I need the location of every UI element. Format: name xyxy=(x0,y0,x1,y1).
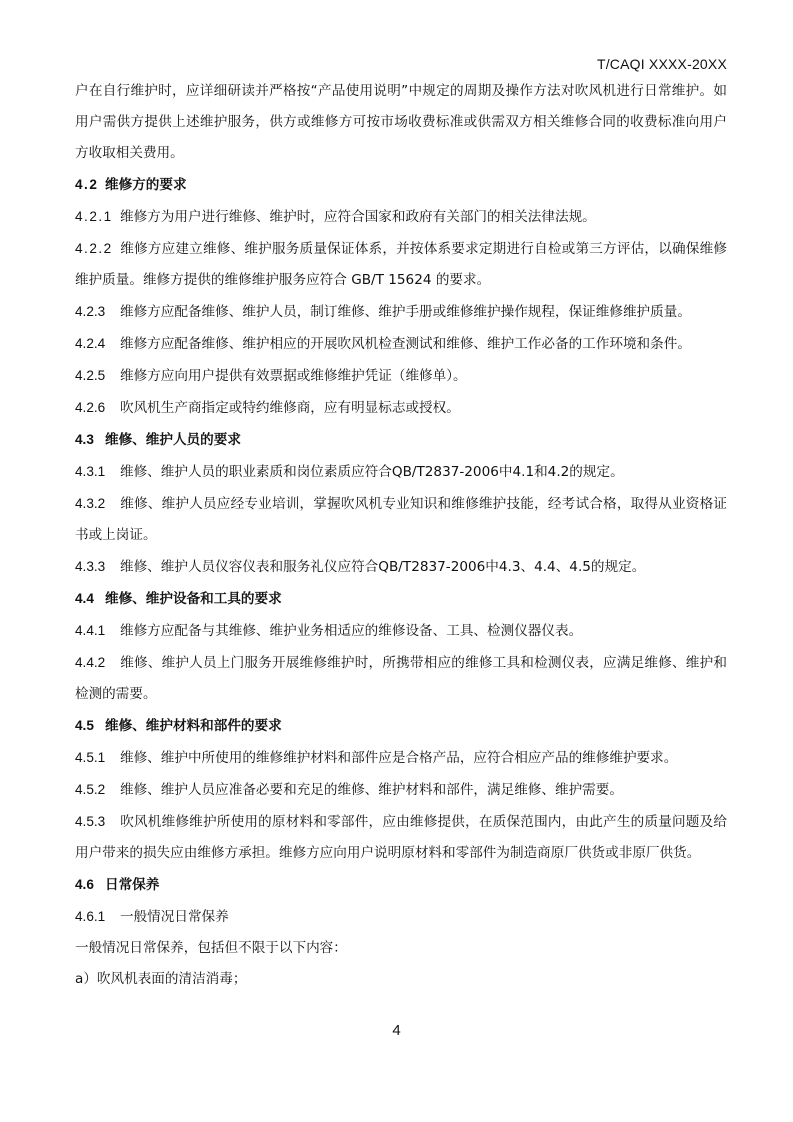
section-title: 维修、维护设备和工具的要求 xyxy=(105,591,282,607)
clause-4-5-2 xyxy=(75,774,727,806)
general-maintenance-intro: 一般情况日常保养，包括但不限于以下内容： xyxy=(75,940,347,956)
clause-4-2-4 xyxy=(75,328,727,360)
clause-text: 维修方应配备维修、维护人员，制订维修、维护手册或维修维护操作规程，保证维修维护质量。 xyxy=(120,304,691,320)
clause-number: 4.5.3 xyxy=(75,814,106,829)
clause-number: 4.2.5 xyxy=(75,368,106,383)
clause-4-2-1 xyxy=(75,201,727,233)
document-body xyxy=(75,76,727,995)
clause-4-2-5 xyxy=(75,360,727,392)
clause-text: 维修方应配备维修、维护相应的开展吹风机检查测试和维修、维护工作必备的工作环境和条件。 xyxy=(120,336,691,352)
clause-4-3-3 xyxy=(75,551,727,583)
list-item-a: a）吹风机表面的清洁消毒； xyxy=(75,971,247,987)
clause-number: 4.4.2 xyxy=(75,655,106,670)
clause-title: 一般情况日常保养 xyxy=(120,909,229,925)
clause-number: 4.2.3 xyxy=(75,304,106,319)
clause-text: 维修方应向用户提供有效票据或维修维护凭证（维修单）。 xyxy=(120,368,467,384)
clause-number: 4.2.6 xyxy=(75,400,106,415)
section-heading-4-4 xyxy=(75,583,727,615)
clause-number: 4.2.2 xyxy=(75,241,113,256)
clause-text: 维修、维护人员应经专业培训，掌握吹风机专业知识和维修维护技能，经考试合格，取得从业资格证书或上岗证。 xyxy=(75,496,727,543)
clause-4-5-1 xyxy=(75,742,727,774)
clause-4-3-2 xyxy=(75,488,727,551)
clause-number: 4.4.1 xyxy=(75,623,106,638)
clause-text: 吹风机维修维护所使用的原材料和零部件，应由维修提供，在质保范围内，由此产生的质量问题及给用户带来的损失应由维修方承担。维修方应向用户说明原材料和零部件为制造商原厂供货或非原厂供货。 xyxy=(75,814,727,861)
section-number: 4.5 xyxy=(75,718,94,733)
section-title: 日常保养 xyxy=(105,877,160,893)
clause-4-2-3 xyxy=(75,296,727,328)
clause-text: 维修、维护人员应准备必要和充足的维修、维护材料和部件，满足维修、维护需要。 xyxy=(120,782,623,798)
clause-text: 吹风机生产商指定或特约维修商，应有明显标志或授权。 xyxy=(120,400,460,416)
section-title: 维修方的要求 xyxy=(105,177,187,193)
clause-4-6-1 xyxy=(75,901,727,933)
clause-number: 4.3.2 xyxy=(75,496,106,511)
section-number: 4.6 xyxy=(75,877,94,892)
section-title: 维修、维护材料和部件的要求 xyxy=(105,718,282,734)
section-heading-4-2 xyxy=(75,169,727,201)
intro-paragraph: 户在自行维护时，应详细研读并严格按“产品使用说明”中规定的周期及操作方法对吹风机进行日常维护。如用户需供方提供上述维护服务，供方或维修方可按市场收费标准或供需双方相关维修合同的收费标准向用户方收取相关费用。 xyxy=(75,83,727,161)
section-title: 维修、维护人员的要求 xyxy=(105,432,241,448)
clause-number: 4.5.1 xyxy=(75,750,106,765)
clause-text: 维修方应配备与其维修、维护业务相适应的维修设备、工具、检测仪器仪表。 xyxy=(120,623,583,639)
section-number: 4.2 xyxy=(75,177,99,192)
clause-text: 维修、维护人员上门服务开展维修维护时，所携带相应的维修工具和检测仪表，应满足维修、维护和检测的需要。 xyxy=(75,655,727,702)
section-heading-4-6 xyxy=(75,869,727,901)
clause-number: 4.3.3 xyxy=(75,559,106,574)
clause-text: 维修方为用户进行维修、维护时，应符合国家和政府有关部门的相关法律法规。 xyxy=(120,209,596,225)
clause-text: 维修、维护人员仪容仪表和服务礼仪应符合QB/T2837-2006中4.3、4.4、4.5的规定。 xyxy=(120,559,646,575)
clause-text: 维修方应建立维修、维护服务质量保证体系，并按体系要求定期进行自检或第三方评估，以确保维修维护质量。维修方提供的维修维护服务应符合 GB/T 15624 的要求。 xyxy=(75,241,727,288)
clause-4-3-1 xyxy=(75,456,727,488)
clause-4-5-3 xyxy=(75,806,727,869)
clause-number: 4.2.4 xyxy=(75,336,106,351)
section-number: 4.3 xyxy=(75,432,94,447)
clause-number: 4.5.2 xyxy=(75,782,106,797)
document-code: T/CAQI XXXX-20XX xyxy=(596,56,727,72)
clause-4-4-1 xyxy=(75,615,727,647)
clause-number: 4.3.1 xyxy=(75,464,106,479)
section-heading-4-3 xyxy=(75,424,727,456)
clause-number: 4.2.1 xyxy=(75,209,113,224)
clause-number: 4.6.1 xyxy=(75,909,106,924)
clause-text: 维修、维护人员的职业素质和岗位素质应符合QB/T2837-2006中4.1和4.2的规定。 xyxy=(120,464,624,480)
section-number: 4.4 xyxy=(75,591,94,606)
clause-4-2-6 xyxy=(75,392,727,424)
clause-4-4-2 xyxy=(75,647,727,710)
section-heading-4-5 xyxy=(75,710,727,742)
page-number: 4 xyxy=(392,1022,401,1039)
clause-text: 维修、维护中所使用的维修维护材料和部件应是合格产品，应符合相应产品的维修维护要求。 xyxy=(120,750,678,766)
clause-4-2-2 xyxy=(75,233,727,296)
